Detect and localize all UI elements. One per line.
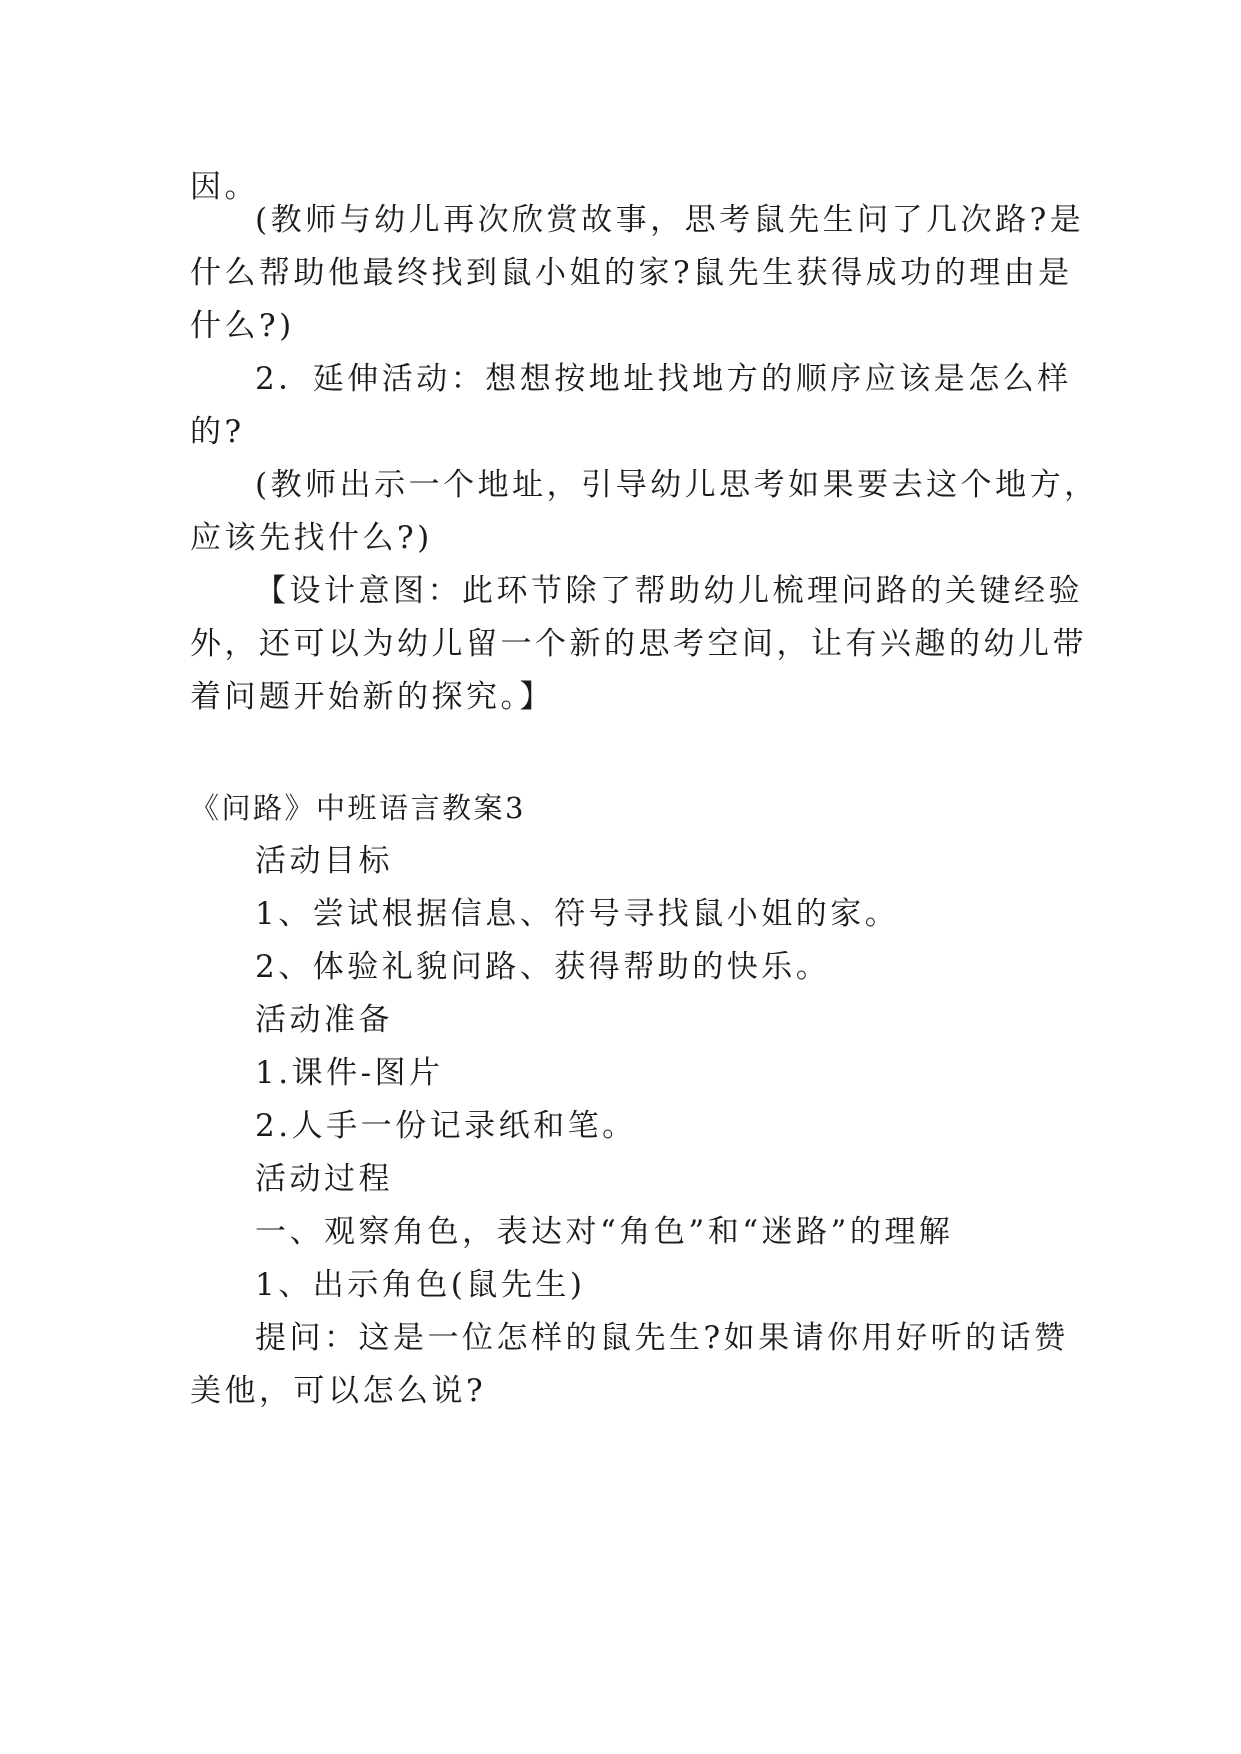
text-line: 着问题开始新的探究。】 xyxy=(190,679,554,715)
text-line: 1、出示角色(鼠先生) xyxy=(255,1267,586,1303)
text-line: 【设计意图：此环节除了帮助幼儿梳理问路的关键经验 xyxy=(255,573,1083,609)
text-line: 1.课件-图片 xyxy=(255,1055,444,1091)
text-line: 什么?) xyxy=(190,308,295,344)
text-line: 什么帮助他最终找到鼠小姐的家?鼠先生获得成功的理由是 xyxy=(190,255,1073,291)
text-line: 2、体验礼貌问路、获得帮助的快乐。 xyxy=(255,949,831,985)
text-line: 活动过程 xyxy=(255,1161,393,1197)
text-line: 一、观察角色，表达对“角色”和“迷路”的理解 xyxy=(255,1214,954,1250)
text-line: 活动准备 xyxy=(255,1002,393,1038)
text-line: 美他，可以怎么说? xyxy=(190,1373,487,1409)
text-line: 2．延伸活动：想想按地址找地方的顺序应该是怎么样 xyxy=(255,361,1072,397)
text-line: 1、尝试根据信息、符号寻找鼠小姐的家。 xyxy=(255,896,900,932)
text-line: 的? xyxy=(190,414,245,450)
text-line: (教师出示一个地址，引导幼儿思考如果要去这个地方， xyxy=(255,467,1099,503)
text-line: 活动目标 xyxy=(255,843,393,879)
text-line: 提问：这是一位怎样的鼠先生?如果请你用好听的话赞 xyxy=(255,1320,1069,1356)
section-heading: 《问路》中班语言教案3 xyxy=(190,791,526,825)
text-line: 2.人手一份记录纸和笔。 xyxy=(255,1108,637,1144)
text-line: 因。 xyxy=(190,169,259,205)
text-line: 外，还可以为幼儿留一个新的思考空间，让有兴趣的幼儿带 xyxy=(190,626,1087,662)
text-line: (教师与幼儿再次欣赏故事，思考鼠先生问了几次路?是 xyxy=(255,202,1085,238)
text-line: 应该先找什么?) xyxy=(190,520,433,556)
